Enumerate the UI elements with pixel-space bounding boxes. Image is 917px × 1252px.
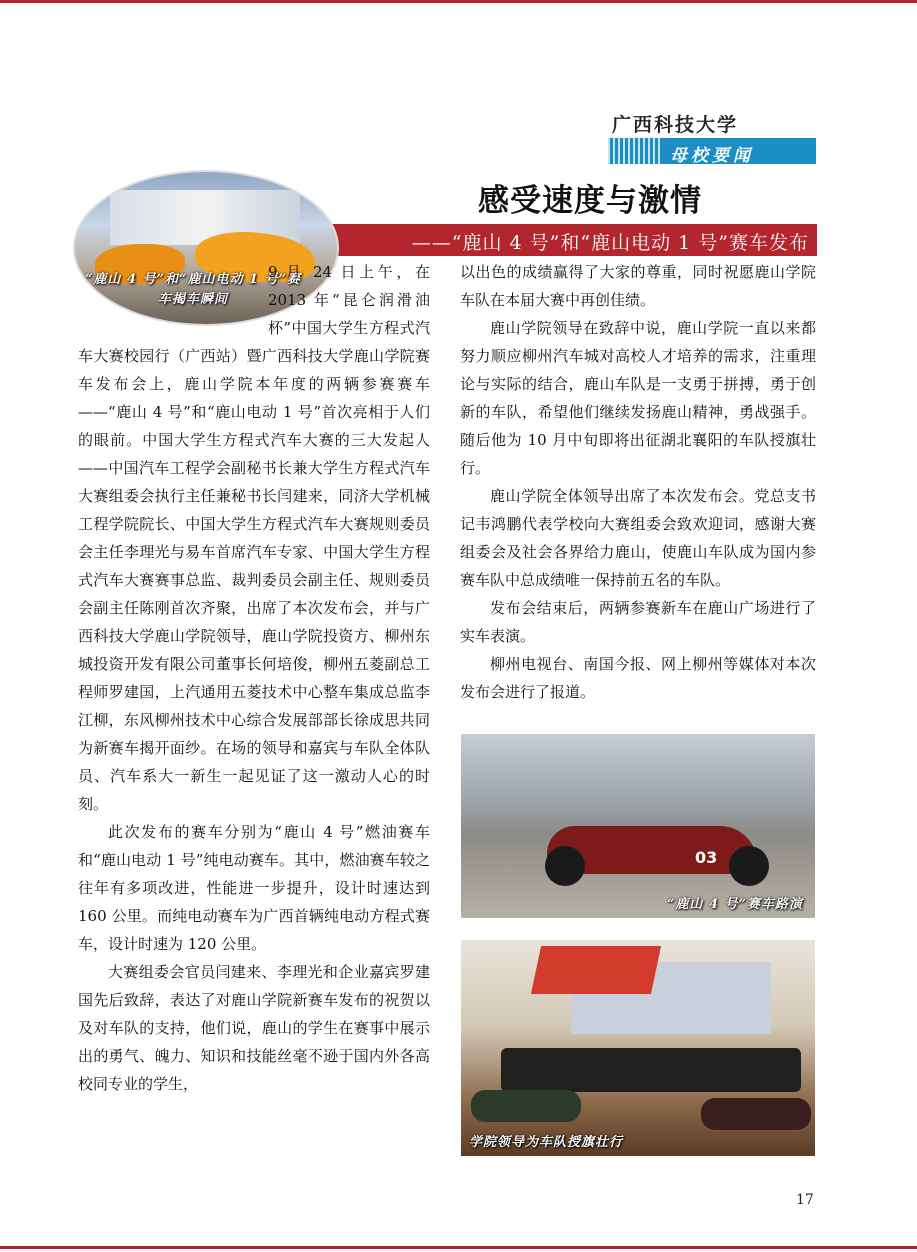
race-car-right [701, 1098, 811, 1130]
section-label: 母校要闻 [670, 146, 754, 166]
flag-ceremony-photo [461, 940, 815, 1156]
article-right-column [460, 258, 816, 706]
article-paragraph: 以出色的成绩赢得了大家的尊重，同时祝愿鹿山学院车队在本届大赛中再创佳绩。 [460, 263, 816, 309]
article-paragraph: 大赛组委会官员闫建来、李理光和企业嘉宾罗建国先后致辞，表达了对鹿山学院新赛车发布的祝贺以及对车队的支持，他们说，鹿山的学生在赛事中展示出的勇气、魄力、知识和技能丝毫不逊于国内外各高校同专业的学生， [78, 963, 430, 1093]
subtitle-bar [330, 224, 817, 256]
race-car-number: 03 [695, 848, 718, 867]
race-car-left [471, 1090, 581, 1122]
team-members [501, 1048, 801, 1092]
top-rule [0, 0, 917, 3]
article-paragraph: 发布会结束后，两辆参赛新车在鹿山广场进行了实车表演。 [460, 599, 816, 645]
article-subtitle: ——“鹿山 4 号”和“鹿山电动 1 号”赛车发布 [411, 232, 809, 254]
photo-wrap-space [78, 258, 268, 338]
unveil-photo-caption: “鹿山 4 号”和“鹿山电动 1 号”赛车揭车瞬间 [84, 272, 302, 307]
university-name: 广西科技大学 [612, 114, 739, 136]
article-paragraph: 鹿山学院全体领导出席了本次发布会。党总支书记韦鸿鹏代表学校向大赛组委会致欢迎词，感谢大赛组委会及社会各界给力鹿山，使鹿山车队成为国内参赛车队中总成绩唯一保持前五名的车队。 [460, 487, 816, 589]
article-paragraph: 9 月 24 日上午，在 2013 年“昆仑润滑油杯”中国大学生方程式汽车大赛校园行（广西站）暨广西科技大学鹿山学院赛车发布会上，鹿山学院本年度的两辆参赛赛车——“鹿山 4 号”和“鹿山电动 1 号”首次亮相于人们的眼前。中国大学生方程式汽车大赛的三大发起人——中国汽车工程学会副秘书长兼大学生方程式汽车大赛组委会执行主任兼秘书长闫建来，同济大学机械工程学院院长、中国大学生方程式汽车大赛规则委员会主任李理光与易车首席汽车专家、中国大学生方程式汽车大赛赛事总监、裁判委员会副主任、规则委员会副主任陈刚首次齐聚，出席了本次发布会，并与广西科技大学鹿山学院领导，鹿山学院投资方、柳州东城投资开发有限公司董事长何培俊，柳州五菱副总工程师罗建国，上汽通用五菱技术中心整车集成总监李江柳，东风柳州技术中心综合发展部部长徐成思共同为新赛车揭开面纱。在场的领导和嘉宾与车队全体队员、汽车系大一新生一起见证了这一激动人心的时刻。 [78, 263, 430, 813]
flag-ceremony-caption: 学院领导为车队授旗壮行 [469, 1135, 624, 1150]
article-left-column [78, 258, 430, 1098]
section-banner [608, 138, 816, 164]
team-flag [531, 946, 661, 994]
page-number: 17 [796, 1192, 814, 1208]
race-car-photo [461, 734, 815, 918]
article-paragraph: 此次发布的赛车分别为“鹿山 4 号”燃油赛车和“鹿山电动 1 号”纯电动赛车。其中，燃油赛车较之往年有多项改进，性能进一步提升，设计时速达到 160 公里。而纯电动赛车为广西首辆纯电动方程式赛车，设计时速为 120 公里。 [78, 823, 430, 953]
bottom-rule [0, 1246, 917, 1249]
article-paragraph: 鹿山学院领导在致辞中说，鹿山学院一直以来都努力顺应柳州汽车城对高校人才培养的需求，注重理论与实际的结合，鹿山车队是一支勇于拼搏，勇于创新的车队，希望他们继续发扬鹿山精神，勇战强手。随后他为 10 月中旬即将出征湖北襄阳的车队授旗壮行。 [460, 319, 816, 477]
race-car-photo-caption: “鹿山 4 号”赛车路演 [666, 897, 803, 912]
race-car-wheel [545, 846, 585, 886]
race-car-wheel [729, 846, 769, 886]
article-paragraph: 柳州电视台、南国今报、网上柳州等媒体对本次发布会进行了报道。 [460, 655, 816, 701]
section-stripes [608, 138, 660, 164]
article-title: 感受速度与激情 [478, 183, 702, 219]
